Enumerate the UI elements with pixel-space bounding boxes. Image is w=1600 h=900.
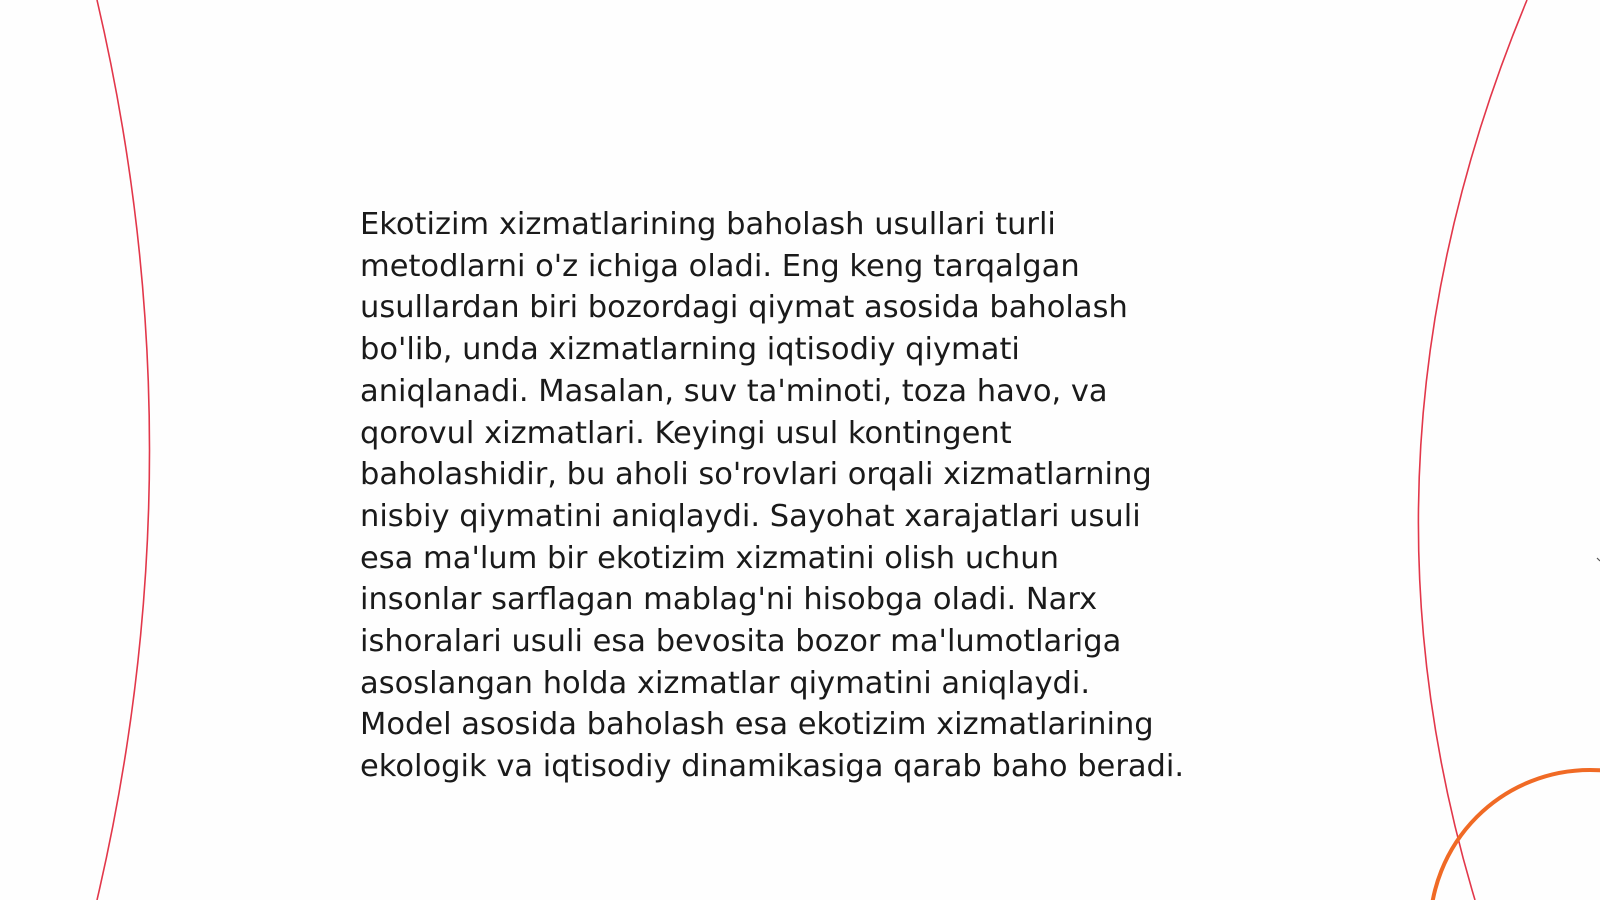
- paragraph-line: usullardan biri bozordagi qiymat asosida baholash: [360, 290, 1128, 326]
- corner-orange-arc: [1430, 770, 1600, 900]
- paragraph-line: Ekotizim xizmatlarining baholash usullari turli: [360, 207, 1056, 242]
- left-curve-line: [97, 0, 150, 900]
- paragraph-line: nisbiy qiymatini aniqlaydi. Sayohat xarajatlari usuli: [360, 498, 1141, 534]
- body-paragraph: [360, 204, 1260, 788]
- right-curve-line: [1418, 0, 1527, 900]
- paragraph-line: insonlar sarflagan mablag'ni hisobga oladi. Narx: [360, 582, 1098, 618]
- paragraph-line: aniqlanadi. Masalan, suv ta'minoti, toza havo, va: [360, 373, 1108, 409]
- paragraph-line: asoslangan holda xizmatlar qiymatini aniqlaydi.: [360, 665, 1091, 701]
- paragraph-line: ishoralari usuli esa bevosita bozor ma'lumotlariga: [360, 624, 1122, 660]
- paragraph-line: bo'lib, unda xizmatlarning iqtisodiy qiymati: [360, 332, 1020, 368]
- paragraph-line: baholashidir, bu aholi so'rovlari orqali xizmatlarning: [360, 457, 1152, 493]
- paragraph-line: metodlarni o'z ichiga oladi. Eng keng tarqalgan: [360, 248, 1080, 284]
- paragraph-line: Model asosida baholash esa ekotizim xizmatlarining: [360, 707, 1154, 743]
- paragraph-line: ekologik va iqtisodiy dinamikasiga qarab baho beradi.: [360, 749, 1185, 785]
- paragraph-line: qorovul xizmatlari. Keyingi usul kontingent: [360, 415, 1012, 451]
- paragraph-line: esa ma'lum bir ekotizim xizmatini olish uchun: [360, 540, 1059, 576]
